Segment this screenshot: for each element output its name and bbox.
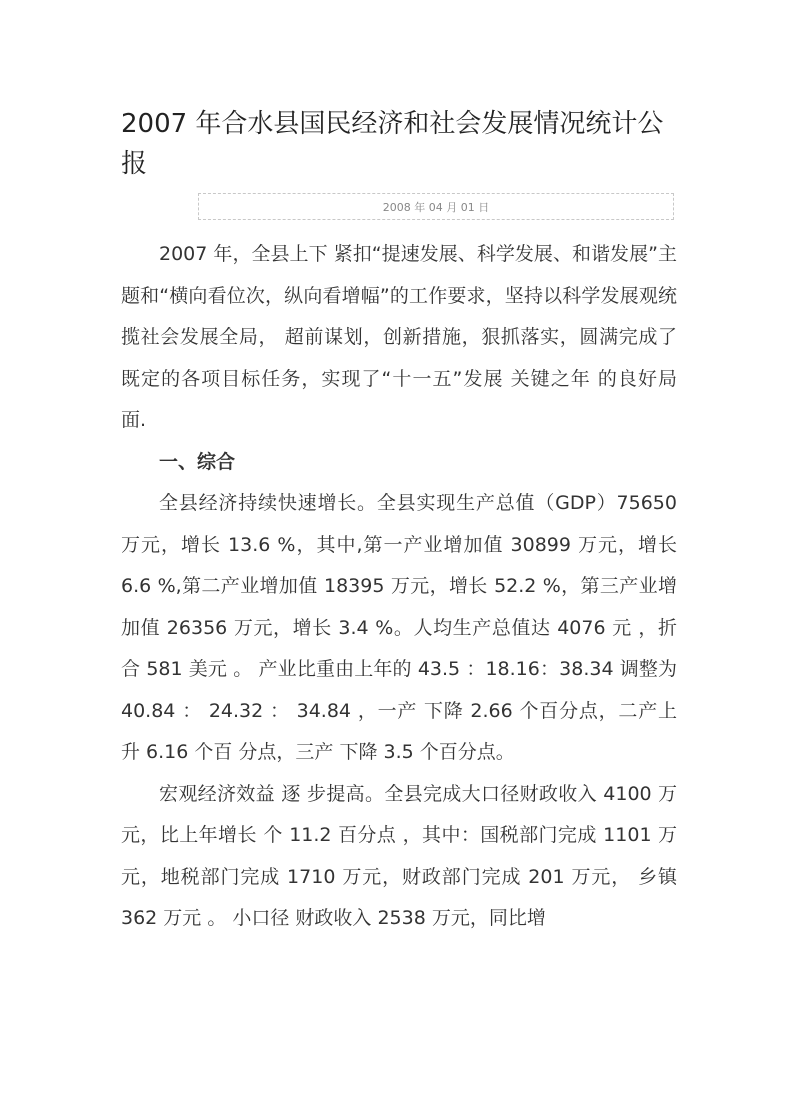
fiscal-paragraph: 宏观经济效益 逐 步提高。全县完成大口径财政收入 4100 万元，比上年增长 个 11.2 百分点 ，其中：国税部门完成 1101 万元，地税部门完成 1710 万元，财政部门完成 201 万元， 乡镇 362 万元 。 小口径 财政收入 2538 万元，同比增 xyxy=(121,782,677,929)
section-heading: 一、综合 xyxy=(159,450,236,473)
economy-paragraph: 全县经济持续快速增长。全县实现生产总值（GDP）75650 万元，增长 13.6 %，其中,第一产业增加值 30899 万元，增长 6.6 %,第二产业增加值 18395 万元，增长 52.2 %，第三产业增加值 26356 万元，增长 3.4 %。人均生产总值达 4076 元 ，折合 581 美元 。 产业比重由上年的 43.5 ：18.16：38.34 调整为 40.84 ： 24.32 ： 34.84 ，一产 下降 2.66 个百分点，二产上升 6.16 个百 分点，三产 下降 3.5 个百分点。 xyxy=(121,492,677,763)
document-title: 2007 年合水县国民经济和社会发展情况统计公报 xyxy=(121,109,664,179)
intro-paragraph: 2007 年，全县上下 紧扣“提速发展、科学发展、和谐发展”主题和“横向看位次，纵向看增幅”的工作要求，坚持以科学发展观统揽社会发展全局， 超前谋划，创新措施，狠抓落实，圆满完成了既定的各项目标任务，实现了“十一五”发展 关键之年 的良好局 面. xyxy=(121,243,677,431)
document-body xyxy=(121,234,677,940)
publish-date: 2008 年 04 月 01 日 xyxy=(198,193,674,220)
